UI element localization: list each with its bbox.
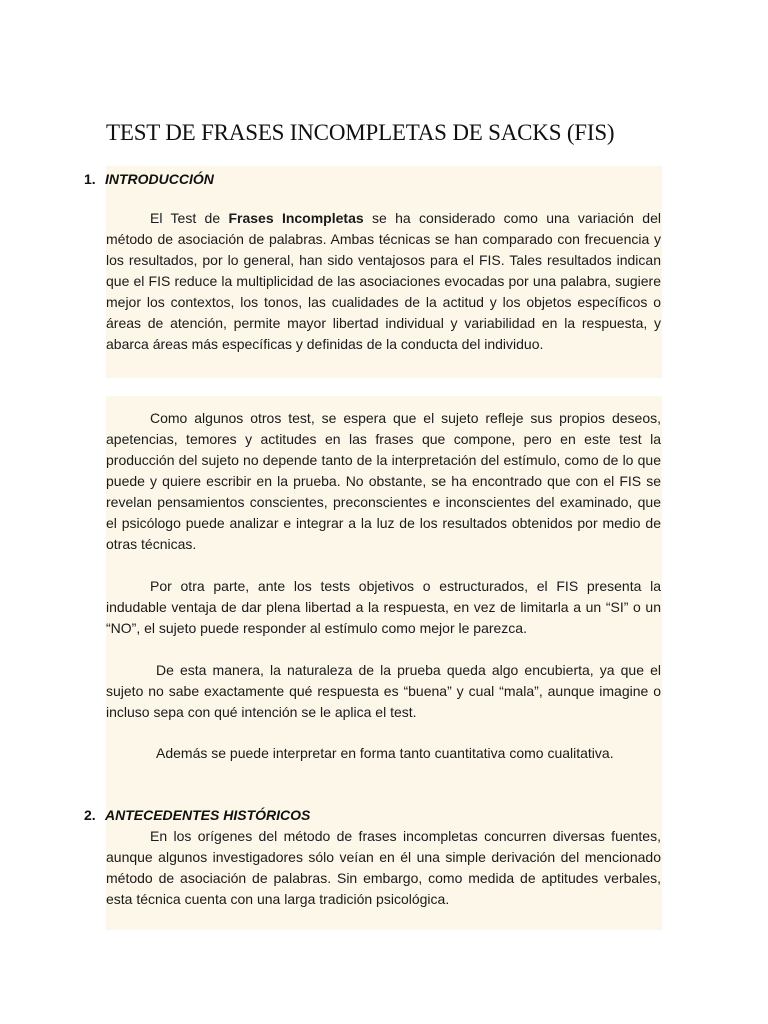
document-title: TEST DE FRASES INCOMPLETAS DE SACKS (FIS): [106, 120, 615, 145]
section-heading-antecedentes: [84, 807, 664, 823]
bold-term: Frases Incompletas: [228, 210, 364, 226]
paragraph-intro-4: De esta manera, la naturaleza de la prueba queda algo encubierta, ya que el sujeto no sabe exactamente qué respuesta es “buena” y cual “mala”, aunque imagine o incluso sepa con qué intención se le aplica el test.: [106, 662, 661, 720]
section-heading-introduccion: [84, 171, 664, 187]
paragraph-intro-1: [106, 208, 661, 355]
section-number: 1.: [84, 171, 96, 187]
paragraph-text: El Test de: [150, 210, 229, 226]
paragraph-text: se ha considerado como una variación del método de asociación de palabras. Ambas técnicas se han comparado con frecuencia y los resultados, por lo general, han sido ventajosos para el FIS. Tales resultados indican que el FIS reduce la multiplicidad de las asociaciones evocadas por una palabra, sugiere mejor los contextos, los tonos, las cualidades de la actitud y los objetos específicos o áreas de atención, permite mayor libertad individual y variabilidad en la respuesta, y abarca áreas más específicas y definidas de la conducta del individuo.: [106, 210, 661, 352]
section-heading-text: ANTECEDENTES HISTÓRICOS: [105, 807, 311, 823]
paragraph-antecedentes-1: En los orígenes del método de frases incompletas concurren diversas fuentes, aunque algunos investigadores sólo veían en él una simple derivación del mencionado método de asociación de palabras. Sin embargo, como medida de aptitudes verbales, esta técnica cuenta con una larga tradición psicológica.: [106, 828, 661, 907]
section-number: 2.: [84, 807, 96, 823]
paragraph-intro-2: Como algunos otros test, se espera que el sujeto refleje sus propios deseos, apetencias, temores y actitudes en las frases que compone, pero en este test la producción del sujeto no depende tanto de la interpretación del estímulo, como de lo que puede y quiere escribir en la prueba. No obstante, se ha encontrado que con el FIS se revelan pensamientos conscientes, preconscientes e inconscientes del examinado, que el psicólogo puede analizar e integrar a la luz de los resultados obtenidos por medio de otras técnicas.: [106, 410, 661, 552]
paragraph-intro-3: Por otra parte, ante los tests objetivos o estructurados, el FIS presenta la indudable ventaja de dar plena libertad a la respuesta, en vez de limitarla a un “SI” o un “NO”, el sujeto puede responder al estímulo como mejor le parezca.: [106, 578, 661, 636]
paragraph-intro-5: Además se puede interpretar en forma tanto cuantitativa como cualitativa.: [156, 745, 614, 761]
section-heading-text: INTRODUCCIÓN: [105, 171, 214, 187]
